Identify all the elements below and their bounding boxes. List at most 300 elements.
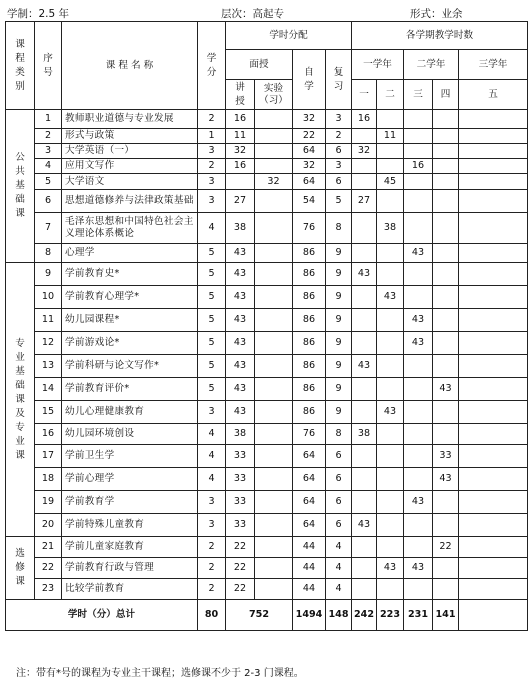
cell-sem5 [459,286,528,309]
cell-sem1 [352,579,377,600]
cell-lecture: 22 [226,558,255,579]
table-row [6,190,528,213]
cell-lecture: 33 [226,445,255,468]
header-year1: 一学年 [352,50,404,80]
row-index: 14 [35,378,62,401]
table-row [6,445,528,468]
cell-sem2: 43 [377,558,404,579]
row-index: 23 [35,579,62,600]
cell-lecture: 11 [226,129,255,144]
total-sem5 [459,600,528,631]
cell-sem3 [404,144,433,159]
row-index: 15 [35,401,62,424]
cell-sem5 [459,579,528,600]
row-index: 19 [35,491,62,514]
cell-sem1: 43 [352,263,377,286]
cell-experiment [255,401,293,424]
table-row [6,286,528,309]
cell-sem5 [459,190,528,213]
table-row [6,537,528,558]
cell-sem1 [352,174,377,190]
cell-lecture: 38 [226,213,255,244]
cell-sem4 [433,213,459,244]
course-name: 学前教育学 [62,491,198,514]
cell-self-study: 86 [293,309,326,332]
cell-sem4: 33 [433,445,459,468]
cell-lecture: 32 [226,144,255,159]
cell-credits: 5 [198,244,226,263]
cell-sem1 [352,445,377,468]
cell-sem2 [377,263,404,286]
cell-experiment [255,491,293,514]
row-index: 3 [35,144,62,159]
cell-sem4: 43 [433,378,459,401]
cell-sem2 [377,309,404,332]
table-row [6,309,528,332]
row-index: 8 [35,244,62,263]
cell-sem2: 11 [377,129,404,144]
total-sem1: 242 [352,600,377,631]
row-index: 7 [35,213,62,244]
cell-sem4 [433,244,459,263]
cell-self-study: 76 [293,213,326,244]
header-index: 序 号 [35,22,62,110]
cell-self-study: 86 [293,286,326,309]
cell-sem1: 38 [352,424,377,445]
cell-sem4 [433,332,459,355]
cell-sem1: 27 [352,190,377,213]
cell-sem1 [352,468,377,491]
cell-lecture: 27 [226,190,255,213]
footnote: 注：带有*号的课程为专业主干课程；选修课不少于 2-3 门课程。 [16,668,304,679]
table-row [6,579,528,600]
cell-sem1: 43 [352,355,377,378]
table-row [6,174,528,190]
cell-sem4 [433,491,459,514]
header-sem4: 四 [433,80,459,110]
cell-experiment: 32 [255,174,293,190]
cell-experiment [255,110,293,129]
cell-experiment [255,144,293,159]
cell-experiment [255,159,293,174]
cell-sem1 [352,378,377,401]
cell-sem2 [377,110,404,129]
cell-sem4 [433,401,459,424]
cell-review: 9 [326,263,352,286]
cell-sem4: 43 [433,468,459,491]
cell-self-study: 86 [293,332,326,355]
header-course-name: 课 程 名 称 [62,22,198,110]
cell-review: 5 [326,190,352,213]
course-name: 学前卫生学 [62,445,198,468]
cell-sem5 [459,491,528,514]
cell-sem5 [459,332,528,355]
cell-lecture: 43 [226,309,255,332]
cell-experiment [255,558,293,579]
cell-sem1 [352,213,377,244]
cell-sem5 [459,309,528,332]
cell-credits: 1 [198,129,226,144]
table-row [6,332,528,355]
cell-sem2 [377,378,404,401]
course-name: 学前教育评价* [62,378,198,401]
cell-sem2 [377,244,404,263]
course-name: 学前教育心理学* [62,286,198,309]
cell-sem4 [433,286,459,309]
cell-self-study: 54 [293,190,326,213]
category-public: 公 共 基 础 课 [6,110,35,263]
cell-review: 4 [326,558,352,579]
cell-review: 4 [326,579,352,600]
cell-sem1 [352,558,377,579]
row-index: 22 [35,558,62,579]
cell-sem4 [433,514,459,537]
cell-sem5 [459,424,528,445]
header-lecture: 讲 授 [226,80,255,110]
cell-sem2: 38 [377,213,404,244]
table-row [6,558,528,579]
cell-review: 9 [326,286,352,309]
course-name: 幼儿园环境创设 [62,424,198,445]
cell-review: 6 [326,144,352,159]
cell-review: 4 [326,537,352,558]
meta-duration: 学制：2.5 年 [7,8,70,20]
cell-review: 9 [326,355,352,378]
cell-experiment [255,468,293,491]
cell-sem3: 16 [404,159,433,174]
cell-sem4 [433,174,459,190]
row-index: 4 [35,159,62,174]
total-sem2: 223 [377,600,404,631]
cell-sem5 [459,129,528,144]
cell-credits: 3 [198,174,226,190]
header-year2: 二学年 [404,50,459,80]
cell-self-study: 32 [293,110,326,129]
category-elective: 选 修 课 [6,537,35,600]
cell-sem5 [459,213,528,244]
cell-sem2: 43 [377,286,404,309]
cell-lecture: 43 [226,244,255,263]
cell-lecture: 33 [226,491,255,514]
cell-review: 9 [326,309,352,332]
cell-self-study: 22 [293,129,326,144]
cell-self-study: 32 [293,159,326,174]
cell-sem2 [377,355,404,378]
cell-sem1 [352,537,377,558]
cell-sem1 [352,244,377,263]
cell-review: 6 [326,445,352,468]
table-row [6,491,528,514]
cell-experiment [255,355,293,378]
table-row [6,144,528,159]
row-index: 11 [35,309,62,332]
course-name: 教师职业道德与专业发展 [62,110,198,129]
cell-self-study: 64 [293,514,326,537]
cell-credits: 2 [198,537,226,558]
cell-sem3 [404,110,433,129]
header-semester-hours: 各学期教学时数 [352,22,528,50]
cell-lecture: 22 [226,537,255,558]
cell-sem2 [377,579,404,600]
cell-lecture: 43 [226,401,255,424]
header-self-study: 自 学 [293,50,326,110]
cell-sem1 [352,491,377,514]
cell-sem1 [352,309,377,332]
cell-sem3 [404,514,433,537]
cell-lecture: 43 [226,355,255,378]
course-name: 大学语文 [62,174,198,190]
cell-sem2 [377,424,404,445]
cell-sem2 [377,514,404,537]
cell-self-study: 86 [293,244,326,263]
cell-sem4 [433,144,459,159]
table-row [6,378,528,401]
cell-sem4 [433,309,459,332]
header-review: 复 习 [326,50,352,110]
cell-sem4 [433,263,459,286]
row-index: 17 [35,445,62,468]
cell-credits: 5 [198,263,226,286]
table-row [6,468,528,491]
cell-sem2 [377,159,404,174]
cell-sem4 [433,424,459,445]
cell-review: 3 [326,159,352,174]
total-sem4: 141 [433,600,459,631]
table-row [6,514,528,537]
row-index: 6 [35,190,62,213]
cell-sem5 [459,144,528,159]
cell-sem4 [433,558,459,579]
cell-sem3 [404,355,433,378]
cell-experiment [255,445,293,468]
cell-lecture: 22 [226,579,255,600]
table-row [6,355,528,378]
cell-sem3: 43 [404,244,433,263]
cell-sem1 [352,401,377,424]
cell-self-study: 44 [293,579,326,600]
header-face-to-face: 面授 [226,50,293,80]
course-name: 学前科研与论文写作* [62,355,198,378]
table-row [6,129,528,144]
cell-sem3 [404,424,433,445]
curriculum-table [5,21,528,631]
cell-review: 9 [326,378,352,401]
row-index: 16 [35,424,62,445]
cell-sem1: 43 [352,514,377,537]
cell-review: 6 [326,468,352,491]
cell-credits: 3 [198,190,226,213]
table-row [6,213,528,244]
cell-lecture: 43 [226,378,255,401]
row-index: 9 [35,263,62,286]
cell-credits: 5 [198,332,226,355]
cell-self-study: 86 [293,263,326,286]
cell-experiment [255,129,293,144]
cell-self-study: 64 [293,144,326,159]
cell-review: 9 [326,401,352,424]
total-review: 148 [326,600,352,631]
cell-credits: 3 [198,514,226,537]
cell-experiment [255,263,293,286]
cell-sem5 [459,110,528,129]
cell-sem5 [459,537,528,558]
cell-sem2 [377,190,404,213]
cell-experiment [255,309,293,332]
course-name: 幼儿心理健康教育 [62,401,198,424]
cell-experiment [255,378,293,401]
header-sem3: 三 [404,80,433,110]
course-name: 学前特殊儿童教育 [62,514,198,537]
cell-sem1 [352,286,377,309]
cell-credits: 2 [198,159,226,174]
cell-sem3 [404,401,433,424]
cell-lecture: 16 [226,159,255,174]
cell-sem3: 43 [404,491,433,514]
header-sem5: 五 [459,80,528,110]
cell-experiment [255,286,293,309]
cell-experiment [255,514,293,537]
cell-sem4 [433,355,459,378]
cell-sem1: 32 [352,144,377,159]
cell-self-study: 64 [293,174,326,190]
course-name: 学前儿童家庭教育 [62,537,198,558]
cell-sem2 [377,537,404,558]
row-index: 12 [35,332,62,355]
course-name: 毛泽东思想和中国特色社会主义理论体系概论 [62,213,198,244]
cell-credits: 5 [198,355,226,378]
cell-sem3: 43 [404,558,433,579]
header-hours-allocation: 学时分配 [226,22,352,50]
meta-level: 层次：高起专 [221,8,284,20]
table-row [6,244,528,263]
table-row [6,110,528,129]
cell-self-study: 76 [293,424,326,445]
cell-review: 6 [326,491,352,514]
cell-sem4 [433,159,459,174]
header-sem1: 一 [352,80,377,110]
cell-sem3 [404,213,433,244]
cell-review: 8 [326,424,352,445]
cell-sem5 [459,378,528,401]
header-credits: 学 分 [198,22,226,110]
cell-sem5 [459,263,528,286]
cell-lecture: 33 [226,468,255,491]
cell-self-study: 44 [293,537,326,558]
cell-sem3 [404,378,433,401]
cell-sem2 [377,468,404,491]
cell-sem1 [352,332,377,355]
cell-sem2: 43 [377,401,404,424]
cell-sem3 [404,174,433,190]
cell-sem2 [377,445,404,468]
cell-review: 6 [326,514,352,537]
cell-review: 9 [326,244,352,263]
cell-self-study: 64 [293,468,326,491]
row-index: 2 [35,129,62,144]
cell-sem5 [459,445,528,468]
cell-self-study: 86 [293,378,326,401]
cell-sem5 [459,355,528,378]
cell-sem2: 45 [377,174,404,190]
cell-review: 6 [326,174,352,190]
cell-sem2 [377,332,404,355]
cell-sem4 [433,110,459,129]
cell-sem1 [352,159,377,174]
cell-credits: 4 [198,213,226,244]
row-index: 18 [35,468,62,491]
cell-credits: 5 [198,286,226,309]
cell-experiment [255,213,293,244]
cell-experiment [255,332,293,355]
cell-credits: 2 [198,110,226,129]
cell-sem4: 22 [433,537,459,558]
cell-sem5 [459,401,528,424]
cell-lecture: 38 [226,424,255,445]
total-sem3: 231 [404,600,433,631]
cell-review: 3 [326,110,352,129]
cell-experiment [255,537,293,558]
row-index: 10 [35,286,62,309]
cell-sem3 [404,190,433,213]
cell-experiment [255,190,293,213]
cell-lecture: 43 [226,332,255,355]
cell-credits: 5 [198,309,226,332]
cell-credits: 2 [198,558,226,579]
cell-sem2 [377,144,404,159]
cell-self-study: 44 [293,558,326,579]
meta-mode: 形式：业余 [410,8,463,20]
cell-credits: 4 [198,424,226,445]
cell-credits: 2 [198,579,226,600]
course-name: 学前教育行政与管理 [62,558,198,579]
row-index: 20 [35,514,62,537]
cell-lecture: 43 [226,263,255,286]
course-name: 学前游戏论* [62,332,198,355]
cell-review: 8 [326,213,352,244]
cell-experiment [255,424,293,445]
cell-sem3 [404,129,433,144]
course-name: 思想道德修养与法律政策基础 [62,190,198,213]
cell-self-study: 86 [293,401,326,424]
course-name: 学前心理学 [62,468,198,491]
cell-sem5 [459,159,528,174]
header-category: 课 程 类 别 [6,22,35,110]
course-name: 比较学前教育 [62,579,198,600]
cell-sem3 [404,537,433,558]
cell-sem3 [404,579,433,600]
table-row [6,159,528,174]
cell-sem5 [459,244,528,263]
course-name: 心理学 [62,244,198,263]
cell-sem5 [459,468,528,491]
cell-sem3: 43 [404,332,433,355]
cell-credits: 3 [198,144,226,159]
cell-sem5 [459,558,528,579]
cell-lecture: 16 [226,110,255,129]
category-professional: 专 业 基 础 课 及 专 业 课 [6,263,35,537]
cell-lecture: 33 [226,514,255,537]
table-row [6,424,528,445]
cell-review: 2 [326,129,352,144]
row-index: 5 [35,174,62,190]
total-face-to-face: 752 [226,600,293,631]
table-row [6,263,528,286]
cell-credits: 3 [198,491,226,514]
cell-experiment [255,244,293,263]
cell-sem3 [404,445,433,468]
row-index: 13 [35,355,62,378]
total-label: 学时（分）总计 [6,600,198,631]
